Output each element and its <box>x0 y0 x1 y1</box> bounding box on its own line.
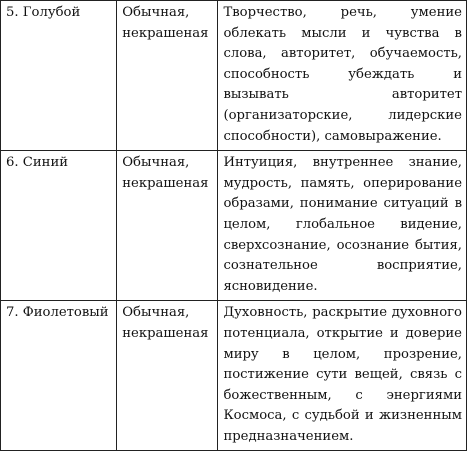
color-cell: 5. Голубой <box>1 1 117 151</box>
description-cell: Творчество, речь, умение облекать мысли и чувства в слова, авторитет, обучаемость, способность убеждать и вызывать авторитет (организаторские, лидерские способности), самовыражение. <box>218 1 467 151</box>
type-cell: Обычная, некрашеная <box>117 1 218 151</box>
table-row <box>1 1 467 151</box>
table-row <box>1 151 467 301</box>
table-row <box>1 301 467 451</box>
description-cell: Духовность, раскрытие духовного потенциала, открытие и доверие миру в целом, прозрение, постижение сути вещей, связь с божественным, с энергиями Космоса, с судьбой и жизненным предназначением. <box>218 301 467 451</box>
color-cell: 7. Фиолетовый <box>1 301 117 451</box>
description-cell: Интуиция, внутреннее знание, мудрость, память, оперирование образами, понимание ситуаций в целом, глобальное видение, сверхсознание, осознание бытия, сознательное восприятие, ясновидение. <box>218 151 467 301</box>
type-cell: Обычная, некрашеная <box>117 301 218 451</box>
color-cell: 6. Синий <box>1 151 117 301</box>
type-cell: Обычная, некрашеная <box>117 151 218 301</box>
